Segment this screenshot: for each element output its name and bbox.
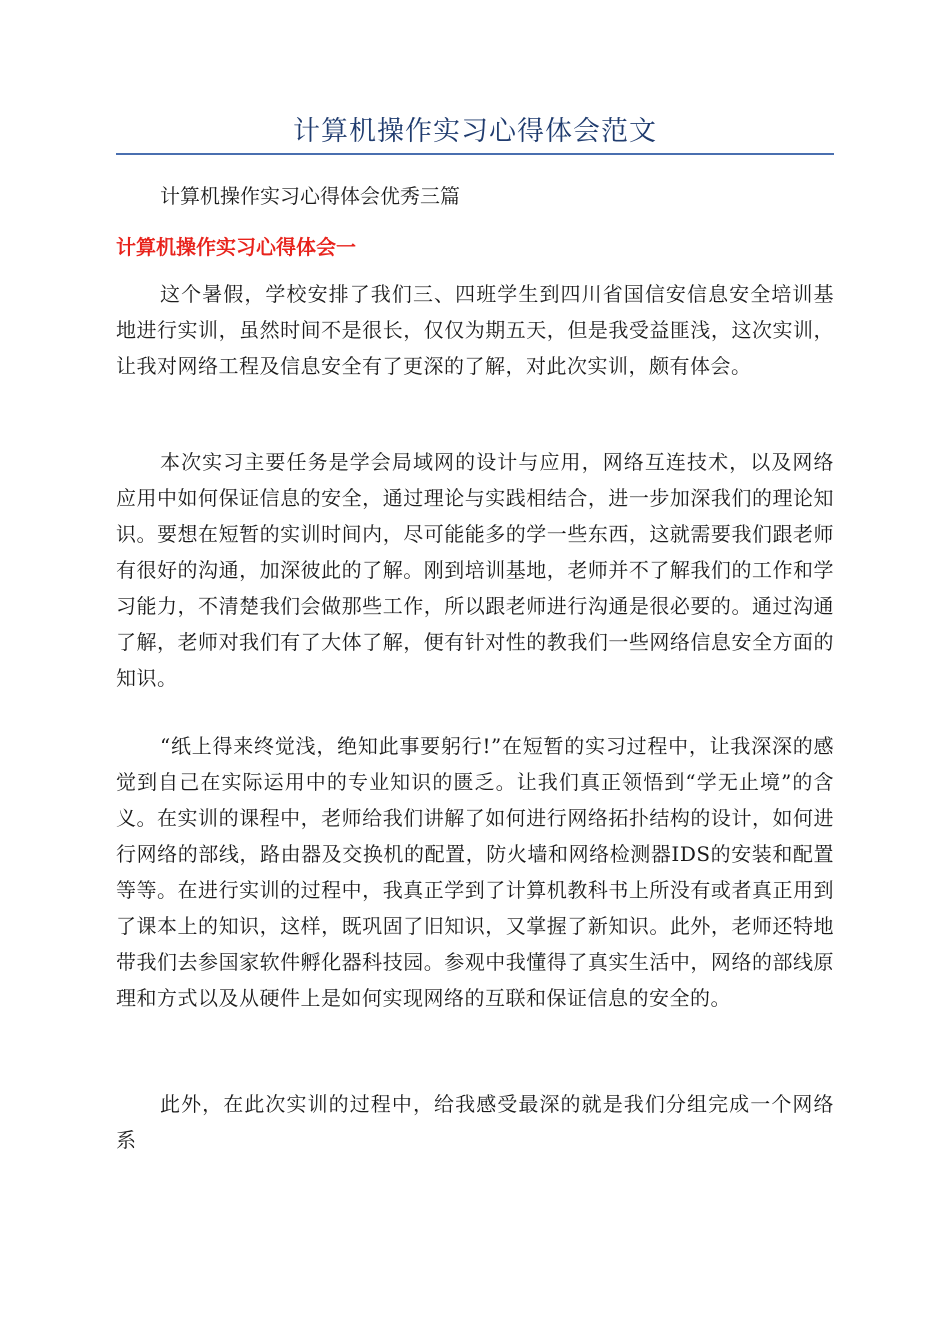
body-paragraph-4: 此外，在此次实训的过程中，给我感受最深的就是我们分组完成一个网络系: [116, 1092, 834, 1152]
document-title: 计算机操作实习心得体会范文: [293, 116, 657, 147]
body-paragraph-2: 本次实习主要任务是学会局域网的设计与应用，网络互连技术，以及网络应用中如何保证信息的安全，通过理论与实践相结合，进一步加深我们的理论知识。要想在短暂的实训时间内，尽可能能多的学一些东西，这就需要我们跟老师有很好的沟通，加深彼此的了解。刚到培训基地，老师并不了解我们的工作和学习能力，不清楚我们会做那些工作，所以跟老师进行沟通是很必要的。通过沟通了解，老师对我们有了大体了解，便有针对性的教我们一些网络信息安全方面的知识。: [116, 450, 834, 690]
section-heading: 计算机操作实习心得体会一: [116, 235, 356, 259]
title-underline: [116, 153, 834, 155]
document-subtitle: 计算机操作实习心得体会优秀三篇: [160, 184, 460, 208]
body-paragraph-3: “纸上得来终觉浅，绝知此事要躬行!”在短暂的实习过程中，让我深深的感觉到自己在实际运用中的专业知识的匮乏。让我们真正领悟到“学无止境”的含义。在实训的课程中，老师给我们讲解了如何进行网络拓扑结构的设计，如何进行网络的部线，路由器及交换机的配置，防火墙和网络检测器IDS的安装和配置等等。在进行实训的过程中，我真正学到了计算机教科书上所没有或者真正用到了课本上的知识，这样，既巩固了旧知识，又掌握了新知识。此外，老师还特地带我们去参国家软件孵化器科技园。参观中我懂得了真实生活中，网络的部线原理和方式以及从硬件上是如何实现网络的互联和保证信息的安全的。: [116, 734, 834, 1010]
body-paragraph-1: 这个暑假，学校安排了我们三、四班学生到四川省国信安信息安全培训基地进行实训，虽然时间不是很长，仅仅为期五天，但是我受益匪浅，这次实训，让我对网络工程及信息安全有了更深的了解，对此次实训，颇有体会。: [116, 282, 834, 378]
